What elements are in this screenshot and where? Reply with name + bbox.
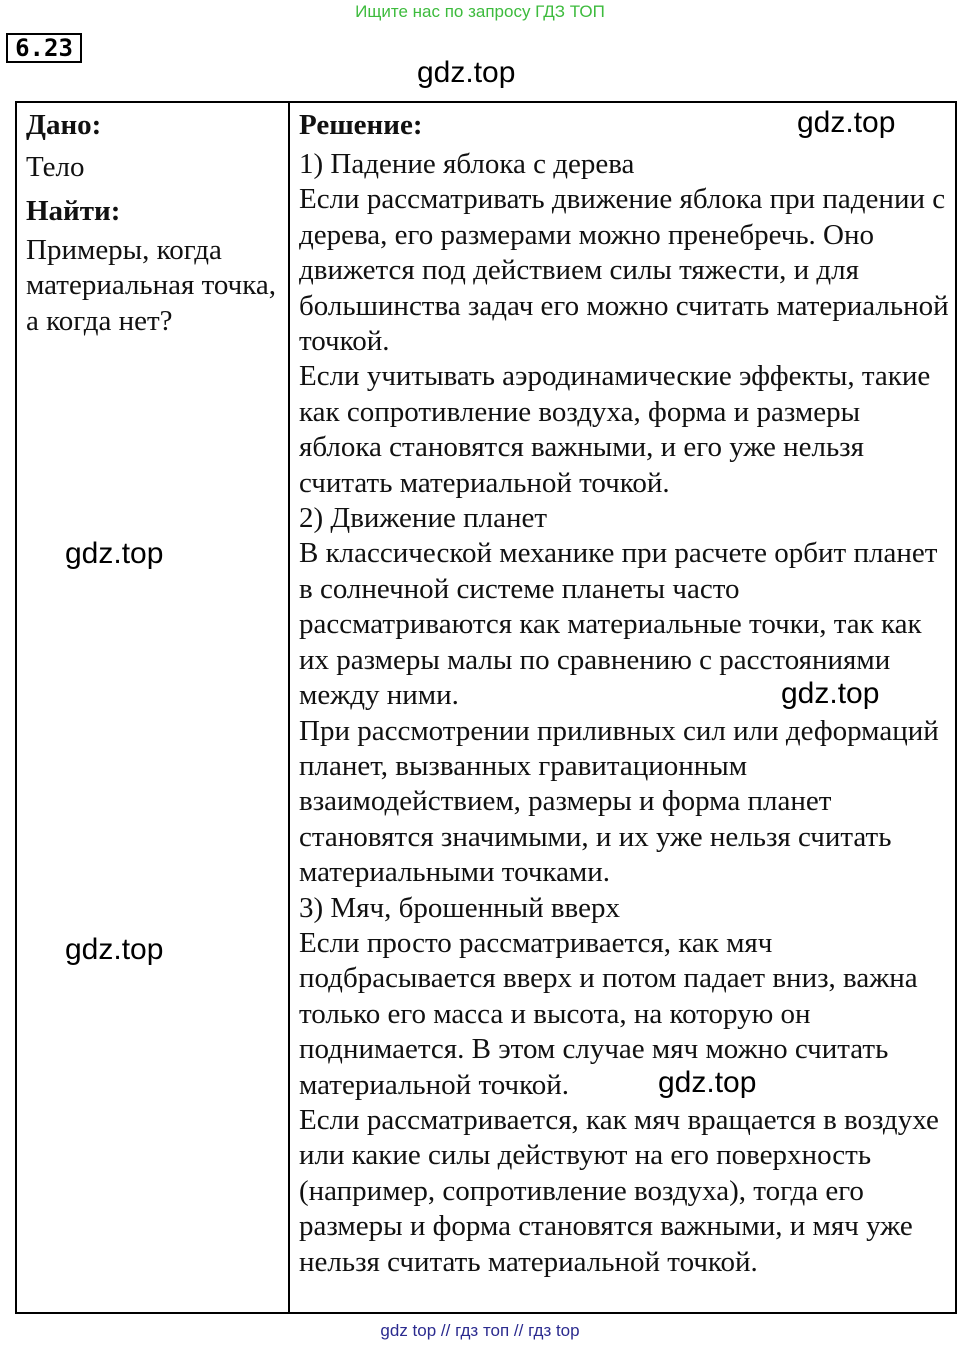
given-heading: Дано: xyxy=(26,109,102,141)
section-paragraph: Если просто рассматривается, как мяч подбрасывается вверх и потом падает вниз, важна только его масса и высота, на которую он поднимается. В этом случае мяч можно считать материальной точкой. xyxy=(299,926,918,1101)
watermark: gdz.top xyxy=(65,537,164,570)
given-text: Тело xyxy=(26,151,85,183)
watermark: gdz.top xyxy=(658,1066,757,1099)
watermark: gdz.top xyxy=(417,56,516,89)
footer-links: gdz top // гдз топ // гдз top xyxy=(380,1321,580,1340)
section-paragraph: Если рассматривать движение яблока при падении с дерева, его размерами можно пренебречь. Оно движется под действием силы тяжести, и для большинства задач его можно считать материальной точкой. xyxy=(299,183,949,358)
section-paragraph: Если рассматривается, как мяч вращается в воздухе или какие силы действуют на его поверхность (например, сопротивление воздуха), тогда его размеры и форма становятся важными, и мяч уже нельзя считать материальной точкой. xyxy=(299,1103,939,1278)
column-divider xyxy=(288,103,290,1312)
section-title: 2) Движение планет xyxy=(299,502,548,535)
section-title: 1) Падение яблока с дерева xyxy=(299,148,635,180)
section-title: 3) Мяч, брошенный вверх xyxy=(299,891,620,924)
solution-heading: Решение: xyxy=(299,109,423,141)
find-text: Примеры, когда материальная точка, а когда нет? xyxy=(26,234,277,337)
task-number: 6.23 xyxy=(6,33,82,63)
section-paragraph: В классической механике при расчете орбит планет в солнечной системе планеты часто рассматриваются как материальные точки, так как их размеры малы по сравнению с расстояниями между ними. xyxy=(299,537,938,712)
top-banner: Ищите нас по запросу ГДЗ ТОП xyxy=(355,2,605,21)
watermark: gdz.top xyxy=(797,106,896,139)
section-paragraph: Если учитывать аэродинамические эффекты, такие как сопротивление воздуха, форма и размеры яблока становятся важными, и его уже нельзя считать материальной точкой. xyxy=(299,360,931,499)
section-paragraph: При рассмотрении приливных сил или деформаций планет, вызванных гравитационным взаимодействием, размеры и форма планет становятся значимыми, и их уже нельзя считать материальными точками. xyxy=(299,714,939,889)
watermark: gdz.top xyxy=(65,933,164,966)
find-heading: Найти: xyxy=(26,195,121,227)
given-column xyxy=(26,103,284,339)
watermark: gdz.top xyxy=(781,677,880,710)
